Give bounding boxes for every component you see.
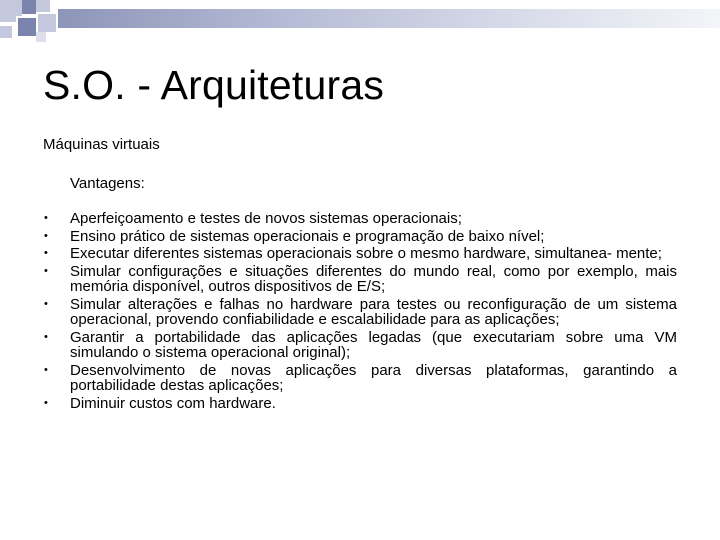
list-item [0, 246, 720, 262]
bullet-icon: • [44, 229, 48, 242]
bullet-icon: • [44, 330, 48, 343]
decor-square [16, 16, 38, 38]
advantages-list [0, 211, 720, 411]
slide-subtitle: Máquinas virtuais [43, 136, 160, 153]
list-item [0, 330, 720, 361]
bullet-icon: • [44, 363, 48, 376]
bullet-icon: • [44, 212, 48, 224]
decor-square [22, 0, 36, 14]
bullet-icon: • [44, 264, 48, 277]
list-item-text: Ensino prático de sistemas operacionais e programação de baixo nível; [70, 227, 545, 245]
slide-title: S.O. - Arquiteturas [43, 62, 385, 108]
list-item [0, 396, 720, 412]
list-item-text: Executar diferentes sistemas operacionais sobre o mesmo hardware, simultanea- mente; [70, 245, 662, 262]
list-item [0, 363, 720, 394]
list-item [0, 297, 720, 328]
bullet-icon: • [44, 297, 48, 310]
list-item [0, 229, 720, 245]
header-gradient-bar [58, 9, 720, 28]
decor-square [36, 32, 46, 42]
list-item-text: Aperfeiçoamento e testes de novos sistemas operacionais; [70, 210, 462, 227]
decorative-header [0, 0, 720, 60]
list-item [0, 211, 720, 227]
section-label: Vantagens: [70, 175, 145, 192]
list-item-text: Diminuir custos com hardware. [70, 394, 276, 412]
list-item-text: Simular alterações e falhas no hardware para testes ou reconfiguração de um sistema operacional, provendo confiabilidade e escalabilidade para as aplicações; [70, 295, 677, 328]
list-item [0, 264, 720, 295]
bullet-icon: • [44, 396, 48, 409]
list-item-text: Garantir a portabilidade das aplicações legadas (que executariam sobre uma VM simulando o sistema operacional original); [70, 328, 677, 361]
list-item-text: Desenvolvimento de novas aplicações para diversas plataformas, garantindo a portabilidade destas aplicações; [70, 361, 677, 394]
list-item-text: Simular configurações e situações diferentes do mundo real, como por exemplo, mais memória disponível, outros dispositivos de E/S; [70, 262, 677, 295]
decor-square [0, 26, 12, 38]
bullet-icon: • [44, 247, 48, 259]
decor-square [36, 12, 58, 34]
